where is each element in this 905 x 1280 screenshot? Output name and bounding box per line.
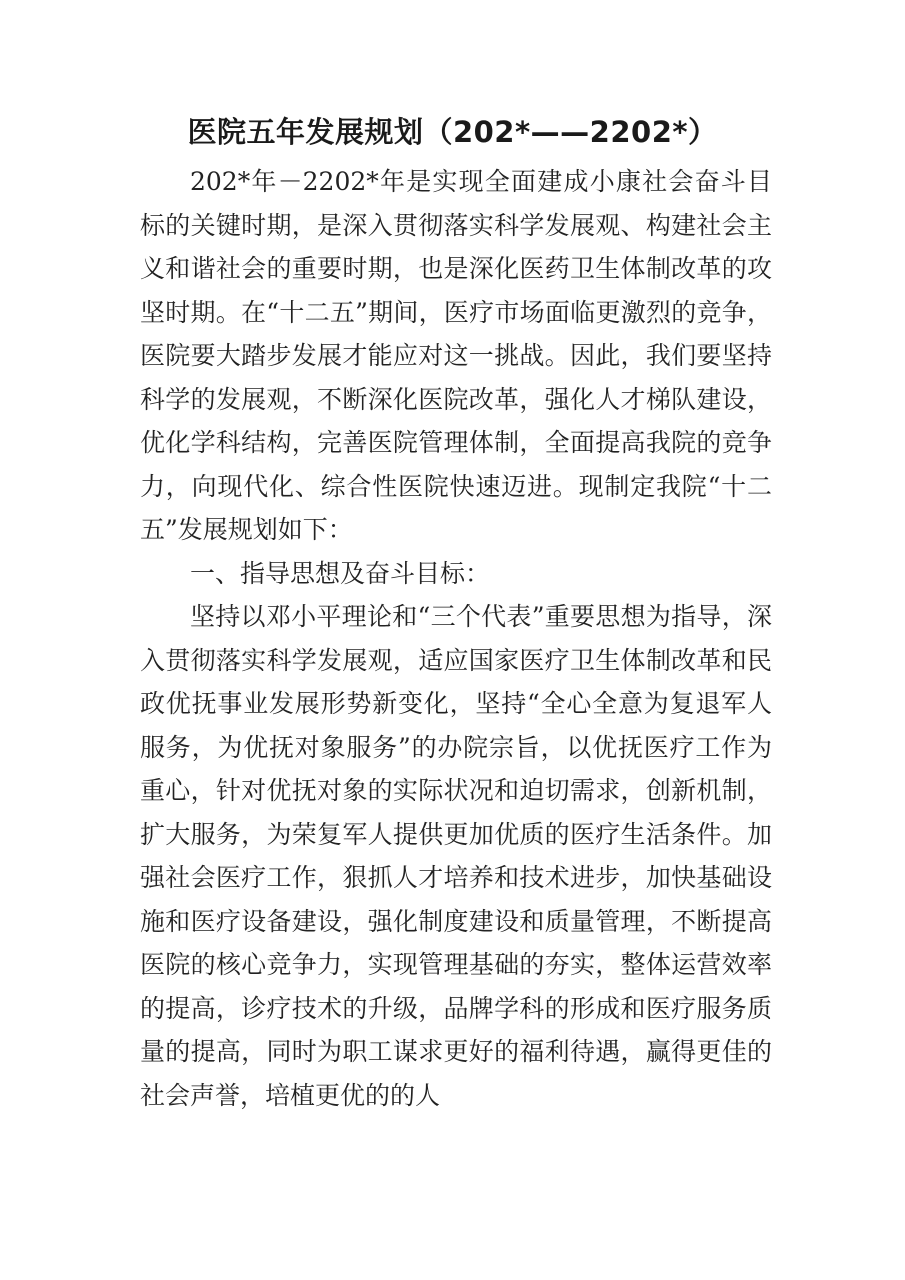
document-title: 医院五年发展规划（202*——2202*） [187, 115, 718, 149]
section-heading: 一、指导思想及奋斗目标： [190, 558, 491, 588]
guiding-ideology-paragraph: 坚持以邓小平理论和“三个代表”重要思想为指导，深入贯彻落实科学发展观，适应国家医疗卫生体制改革和民政优抚事业发展形势新变化，坚持“全心全意为复退军人服务，为优抚对象服务”的办院宗旨，以优抚医疗工作为重心，针对优抚对象的实际状况和迫切需求，创新机制，扩大服务，为荣复军人提供更加优质的医疗生活条件。加强社会医疗工作，狠抓人才培养和技术进步，加快基础设施和医疗设备建设，强化制度建设和质量管理，不断提高医院的核心竞争力，实现管理基础的夯实，整体运营效率的提高，诊疗技术的升级，品牌学科的形成和医疗服务质量的提高，同时为职工谋求更好的福利待遇，赢得更佳的社会声誉，培植更优的的人 [140, 602, 772, 1110]
document-body [140, 160, 772, 1117]
intro-paragraph: 202*年－2202*年是实现全面建成小康社会奋斗目标的关键时期，是深入贯彻落实科学发展观、构建社会主义和谐社会的重要时期，也是深化医药卫生体制改革的攻坚时期。在“十二五”期间，医疗市场面临更激烈的竞争，医院要大踏步发展才能应对这一挑战。因此，我们要坚持科学的发展观，不断深化医院改革，强化人才梯队建设，优化学科结构，完善医院管理体制，全面提高我院的竞争力，向现代化、综合性医院快速迈进。现制定我院“十二五”发展规划如下： [140, 167, 772, 544]
